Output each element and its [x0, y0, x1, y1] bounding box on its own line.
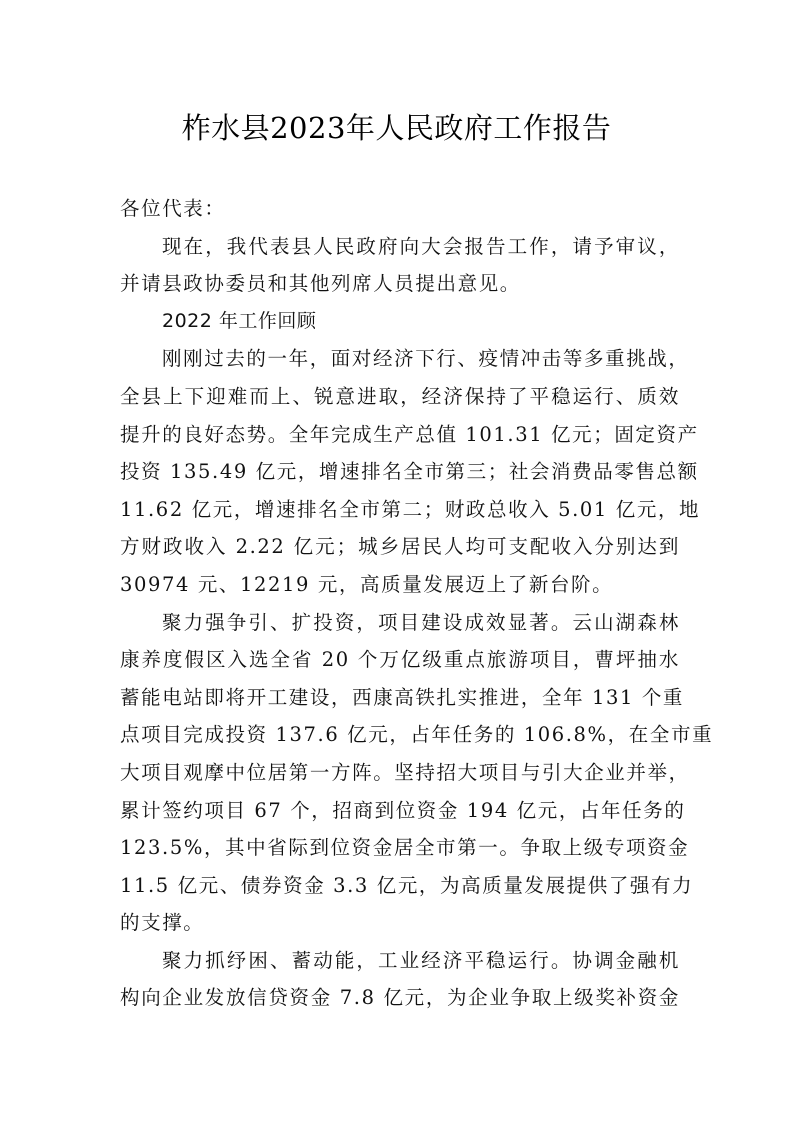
paragraph-line: 11.62 亿元，增速排名全市第二；财政总收入 5.01 亿元，地	[120, 497, 701, 521]
paragraph-line: 聚力抓纾困、蓄动能，工业经济平稳运行。协调金融机	[162, 948, 680, 972]
paragraph-line: 聚力强争引、扩投资，项目建设成效显著。云山湖森林	[162, 610, 680, 634]
paragraph-line: 提升的良好态势。全年完成生产总值 101.31 亿元；固定资产	[120, 422, 699, 446]
paragraph-line: 方财政收入 2.22 亿元；城乡居民人均可支配收入分别达到	[120, 535, 680, 559]
paragraph-line: 全县上下迎难而上、锐意进取，经济保持了平稳运行、质效	[120, 384, 680, 408]
paragraph-line: 点项目完成投资 137.6 亿元，占年任务的 106.8%，在全市重	[120, 723, 714, 747]
paragraph-line: 123.5%，其中省际到位资金居全市第一。争取上级专项资金	[120, 836, 690, 860]
intro-line: 现在，我代表县人民政府向大会报告工作，请予审议，	[162, 234, 680, 258]
paragraph-line: 康养度假区入选全省 20 个万亿级重点旅游项目，曹坪抽水	[120, 648, 680, 672]
salutation: 各位代表：	[120, 197, 226, 220]
paragraph-line: 11.5 亿元、债券资金 3.3 亿元，为高质量发展提供了强有力	[120, 873, 694, 897]
paragraph-line: 刚刚过去的一年，面对经济下行、疫情冲击等多重挑战，	[162, 347, 690, 371]
paragraph-line: 大项目观摩中位居第一方阵。坚持招大项目与引大企业并举，	[120, 760, 690, 784]
document-title: 柞水县2023年人民政府工作报告	[181, 111, 612, 145]
intro-line: 并请县政协委员和其他列席人员提出意见。	[120, 272, 521, 296]
paragraph-line: 30974 元、12219 元，高质量发展迈上了新台阶。	[120, 572, 614, 596]
document-body	[120, 190, 714, 1017]
paragraph-line: 的支撑。	[120, 911, 205, 935]
section-heading: 2022 年工作回顾	[162, 309, 317, 332]
paragraph-line: 投资 135.49 亿元，增速排名全市第三；社会消费品零售总额	[120, 460, 699, 484]
paragraph-line: 蓄能电站即将开工建设，西康高铁扎实推进，全年 131 个重	[120, 685, 685, 709]
paragraph-line: 累计签约项目 67 个，招商到位资金 194 亿元，占年任务的	[120, 798, 686, 822]
paragraph-line: 构向企业发放信贷资金 7.8 亿元，为企业争取上级奖补资金	[120, 986, 680, 1010]
